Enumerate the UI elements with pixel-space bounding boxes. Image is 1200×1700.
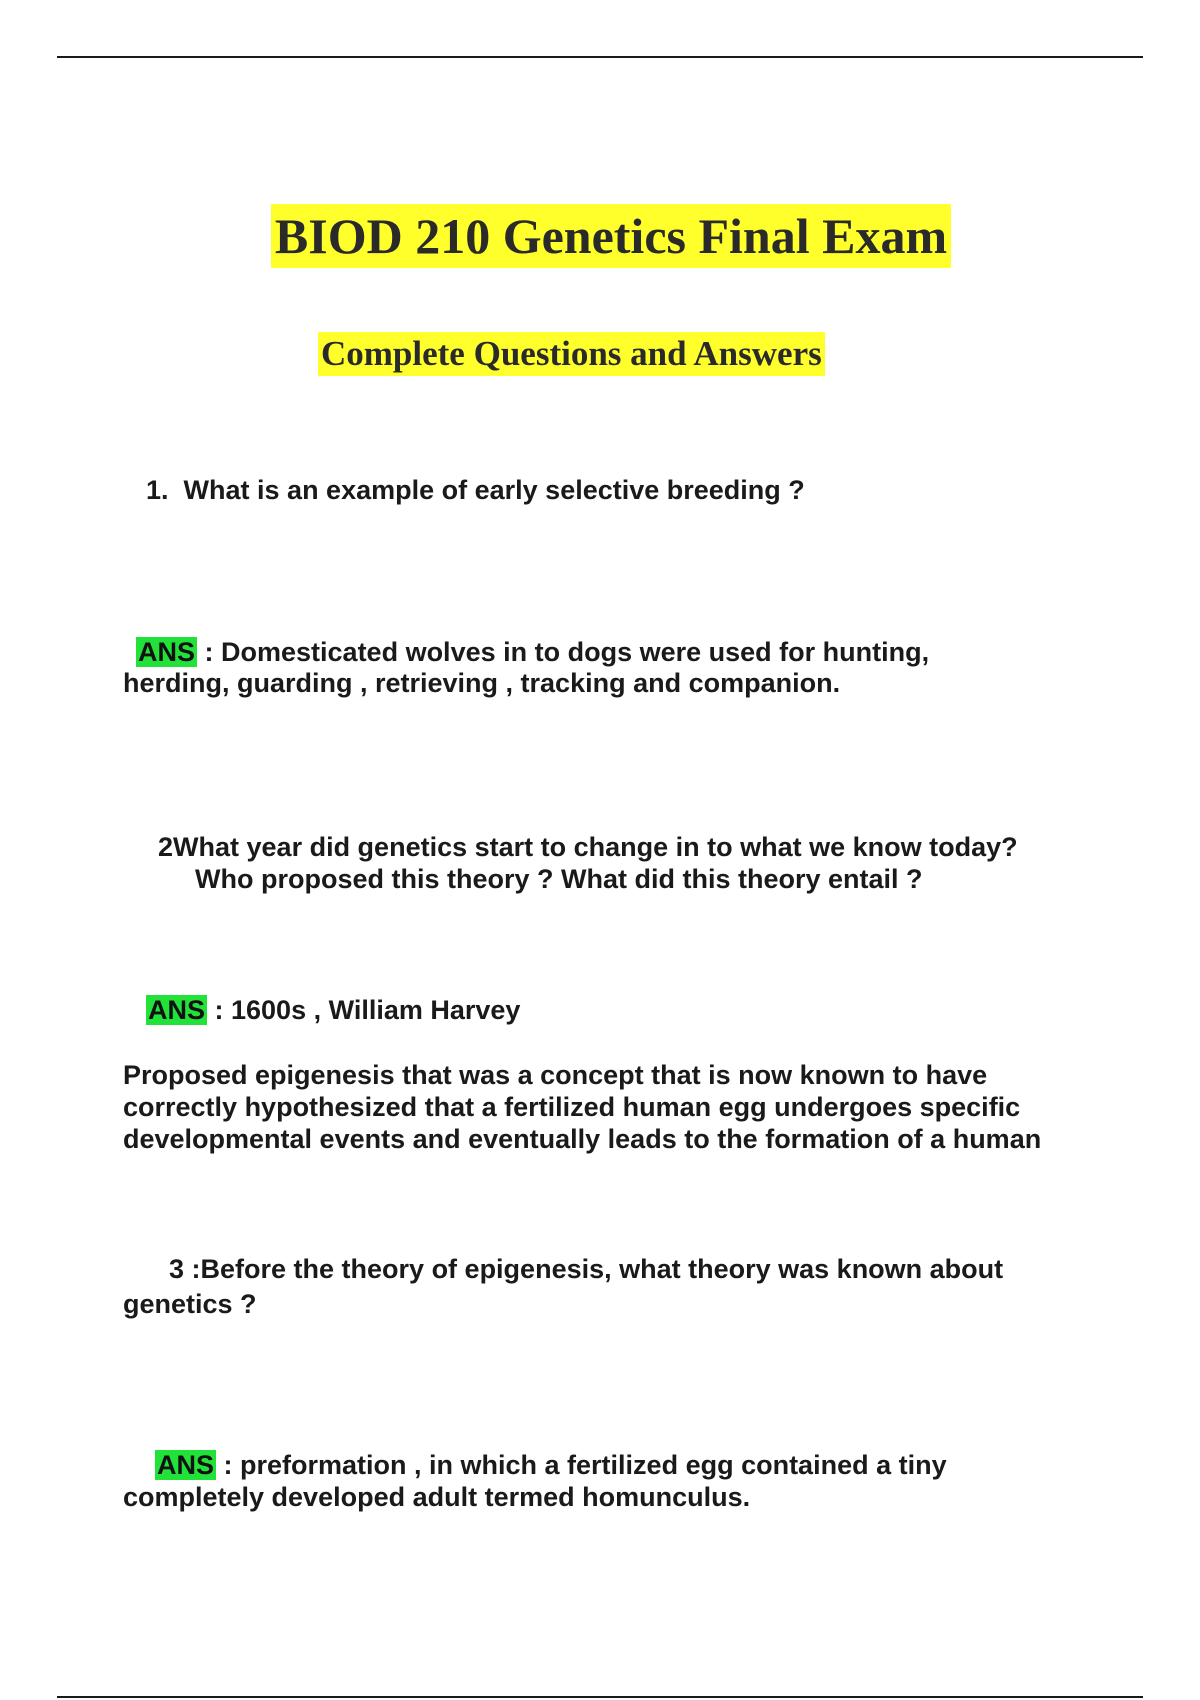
answer-2-text-1: : 1600s , William Harvey [207,995,521,1025]
answer-3-text-2: completely developed adult termed homunculus. [123,1482,751,1512]
question-3-text-2: genetics ? [123,1289,257,1319]
question-3-line-1 [169,1253,1003,1285]
answer-1-text-1: : Domesticated wolves in to dogs were used for hunting, [197,637,930,667]
explanation-2-text-2: correctly hypothesized that a fertilized human egg undergoes specific [123,1092,1021,1122]
ans-badge: ANS [148,995,206,1025]
page-subtitle: Complete Questions and Answers [318,332,825,376]
question-1-number: 1. [146,475,169,505]
bottom-rule [57,1696,1143,1698]
subtitle-container [318,332,825,376]
answer-2-line-1 [146,994,520,1026]
question-1 [146,474,805,506]
answer-3-line-2 [123,1481,750,1513]
page-title: BIOD 210 Genetics Final Exam [271,204,951,268]
answer-1-line-1 [136,636,929,668]
explanation-2-line-3 [123,1123,1041,1155]
ans-badge: ANS [157,1450,215,1480]
question-2-line-1 [158,831,1018,863]
question-3-line-2 [123,1288,257,1320]
question-2-text-1: What year did genetics start to change in to what we know today? [173,832,1018,862]
explanation-2-text-3: developmental events and eventually leads to the formation of a human [123,1124,1042,1154]
explanation-2-text-1: Proposed epigenesis that was a concept that is now known to have [123,1060,988,1090]
question-3-number: 3 [169,1254,185,1284]
answer-3-line-1 [155,1449,947,1481]
answer-3-text-1: : preformation , in which a fertilized egg contained a tiny [216,1450,947,1480]
question-2-number: 2 [158,832,174,862]
question-1-text: What is an example of early selective breeding ? [183,475,805,505]
question-3-text-1: :Before the theory of epigenesis, what theory was known about [184,1254,1004,1284]
explanation-2-line-1 [123,1059,987,1091]
question-2-text-2: Who proposed this theory ? What did this theory entail ? [195,864,923,894]
explanation-2-line-2 [123,1091,1020,1123]
answer-1-line-2 [123,667,840,699]
ans-badge: ANS [138,637,196,667]
title-container [0,204,1200,268]
question-2-line-2 [195,863,923,895]
top-rule [57,56,1143,58]
answer-1-text-2: herding, guarding , retrieving , tracking and companion. [123,668,841,698]
